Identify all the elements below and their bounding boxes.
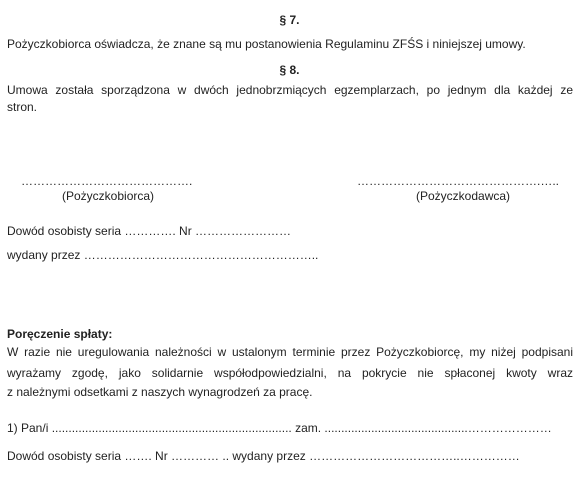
guarantee-text-line-3: z należnymi odsetkami z naszych wynagrodzeń za pracę. <box>7 385 313 399</box>
borrower-signature-dots: ……………………………………. <box>21 174 193 188</box>
guarantor-id-line: Dowód osobisty seria ……. Nr ………… .. wydany przez ………………………………..…………… <box>7 449 520 463</box>
section-8-heading: § 8. <box>279 63 300 77</box>
section-8-text-line-2: stron. <box>7 100 38 114</box>
guarantee-text-line-2: wyrażamy zgodę, jako solidarnie współodpowiedzialni, na pokrycie nie spłaconej kwoty wraz <box>7 366 573 380</box>
id-document-line: Dowód osobisty seria …………. Nr …………………… <box>7 224 292 238</box>
guarantor-name-address-line: 1) Pan/i ........................................................................ zam. ...........................................………………… <box>7 421 552 435</box>
guarantee-heading: Poręczenie spłaty: <box>7 327 113 341</box>
borrower-signature-label: (Pożyczkobiorca) <box>62 189 155 203</box>
lender-signature-label: (Pożyczkodawca) <box>416 189 511 203</box>
guarantee-text-line-1: W razie nie uregulowania należności w ustalonym terminie przez Pożyczkobiorcę, my niżej podpisani <box>7 345 573 359</box>
section-7-text: Pożyczkobiorca oświadcza, że znane są mu postanowienia Regulaminu ZFŚS i niniejszej umowy. <box>7 37 526 51</box>
lender-signature-dots: ……………………………………….….. <box>357 174 560 188</box>
issued-by-line: wydany przez ………………………………………………….. <box>7 248 319 262</box>
section-7-heading: § 7. <box>279 13 300 27</box>
section-8-text-line-1: Umowa została sporządzona w dwóch jednobrzmiących egzemplarzach, po jednym dla każdej ze <box>7 83 573 97</box>
